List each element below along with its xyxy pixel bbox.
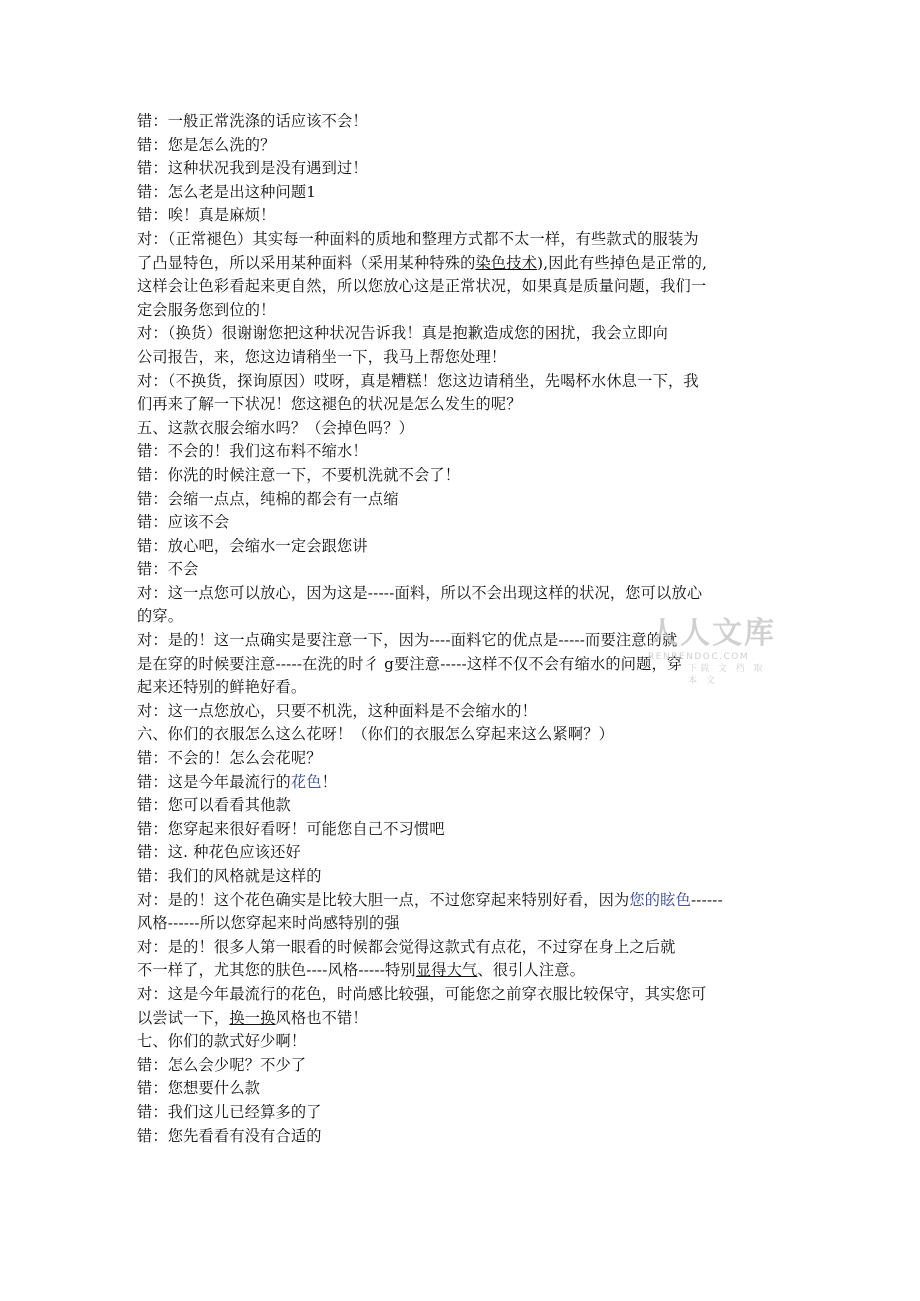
- text-line: 起来还特别的鲜艳好看。: [137, 678, 307, 697]
- underlined-text: 换一换: [229, 1008, 276, 1027]
- text-line: 对：（正常褪色）其实每一种面料的质地和整理方式都不太一样，有些款式的服装为: [137, 229, 699, 248]
- text-line: 错：您可以看看其他款: [137, 796, 291, 815]
- text-line: 错：我们的风格就是这样的: [137, 867, 322, 885]
- text-segment: 以尝试一下，: [137, 1008, 230, 1027]
- text-line: 六、你们的衣服怎么这么花呀！（你们的衣服怎么穿起来这么紧啊？）: [137, 725, 615, 744]
- watermark-caption: 下载 文 档 取 本 文: [688, 664, 766, 686]
- text-line: 错：不会的！我们这布料不缩水！: [137, 442, 368, 461]
- text-line: 对：这一点您可以放心，因为这是-----面料，所以不会出现这样的状况，您可以放心: [137, 583, 703, 602]
- text-segment: 不一样了，尤其您的肤色----风格-----特别: [137, 961, 416, 980]
- text-line: 错：放心吧，会缩水一定会跟您讲: [137, 536, 368, 555]
- text-line: [137, 889, 787, 913]
- highlighted-text: 花色: [290, 772, 322, 791]
- text-line: 对：这是今年最流行的花色，时尚感比较强，可能您之前穿衣服比较保守，其实您可: [137, 984, 707, 1003]
- text-line: [137, 771, 787, 795]
- text-line: 错：你洗的时候注意一下，不要机洗就不会了！: [137, 465, 461, 484]
- text-line: 错：您是怎么洗的？: [137, 135, 276, 154]
- underlined-text: 显得大气: [415, 961, 478, 980]
- text-line: 对：是的！这一点确实是要注意一下，因为----面料它的优点是-----而要注意的就: [137, 631, 678, 650]
- text-line: 错：这. 种花色应该还好: [137, 843, 301, 862]
- text-line: 错：不会: [137, 560, 199, 579]
- text-line: 错：唉！真是麻烦！: [137, 206, 276, 225]
- text-line: 错：我们这儿已经算多的了: [137, 1102, 322, 1121]
- text-line: 对：这一点您放心，只要不机洗，这种面料是不会缩水的！: [137, 701, 538, 720]
- underlined-text: 染色技术: [475, 253, 538, 272]
- text-line: 的穿。: [137, 607, 184, 626]
- watermark-url: RENRENDOC.COM: [648, 652, 750, 662]
- text-line: 错：应该不会: [137, 513, 230, 532]
- text-segment: 、很引人注意。: [477, 961, 586, 980]
- text-line: [137, 252, 787, 276]
- text-line: 是在穿的时候要注意-----在洗的时彳 g要注意-----这样不仅不会有缩水的问题，穿: [137, 654, 683, 673]
- text-line: 对：是的！很多人第一眼看的时候都会觉得这款式有点花，不过穿在身上之后就: [137, 937, 676, 956]
- text-line: 错：不会的！怎么会花呢？: [137, 749, 322, 768]
- text-line: 错：一般正常洗涤的话应该不会！: [137, 112, 368, 130]
- text-segment: 对：是的！这个花色确实是比较大胆一点，不过您穿起来特别好看，因为: [137, 890, 630, 909]
- document-body: [137, 110, 787, 1148]
- text-line: 五、这款衣服会缩水吗？（会掉色吗？）: [137, 418, 414, 437]
- text-line: 错：会缩一点点，纯棉的都会有一点缩: [137, 489, 399, 508]
- text-line: [137, 959, 787, 983]
- text-segment: ！: [321, 772, 338, 791]
- text-line: 错：怎么会少呢？不少了: [137, 1055, 307, 1074]
- text-segment: ------: [690, 890, 723, 909]
- text-line: 错：您穿起来很好看呀！可能您自己不习惯吧: [137, 819, 445, 838]
- text-line: 对：（不换货，探询原因）哎呀，真是糟糕！您这边请稍坐，先喝杯水休息一下，我: [137, 371, 699, 390]
- text-line: 们再来了解一下状况！您这褪色的状况是怎么发生的呢？: [137, 395, 522, 414]
- text-line: 错：您先看看有没有合适的: [137, 1126, 322, 1145]
- text-line: 定会服务您到位的！: [137, 300, 276, 319]
- text-line: 错：您想要什么款: [137, 1079, 261, 1098]
- text-segment: 风格也不错！: [275, 1008, 368, 1027]
- text-line: 公司报告，来，您这边请稍坐一下，我马上帮您处理！: [137, 347, 507, 366]
- text-line: 对：（换货）很谢谢您把这种状况告诉我！真是抱歉造成您的困扰，我会立即向: [137, 324, 668, 343]
- text-segment: ),因此有些掉色是正常的,: [537, 253, 708, 272]
- text-line: 这样会让色彩看起来更自然，所以您放心这是正常状况，如果真是质量问题，我们一: [137, 277, 707, 296]
- watermark-title: 人人文库: [648, 616, 776, 651]
- text-segment: 错：这是今年最流行的: [137, 772, 291, 791]
- text-segment: 了凸显特色，所以采用某种面料（采用某种特殊的: [137, 253, 476, 272]
- text-line: [137, 1007, 787, 1031]
- text-line: 风格------所以您穿起来时尚感特别的强: [137, 914, 400, 933]
- text-line: 七、你们的款式好少啊！: [137, 1032, 307, 1051]
- text-line: 错：怎么老是出这种问题1: [137, 182, 317, 201]
- text-line: 错：这种状况我到是没有遇到过！: [137, 159, 368, 178]
- highlighted-text: 您的眩色: [629, 890, 691, 909]
